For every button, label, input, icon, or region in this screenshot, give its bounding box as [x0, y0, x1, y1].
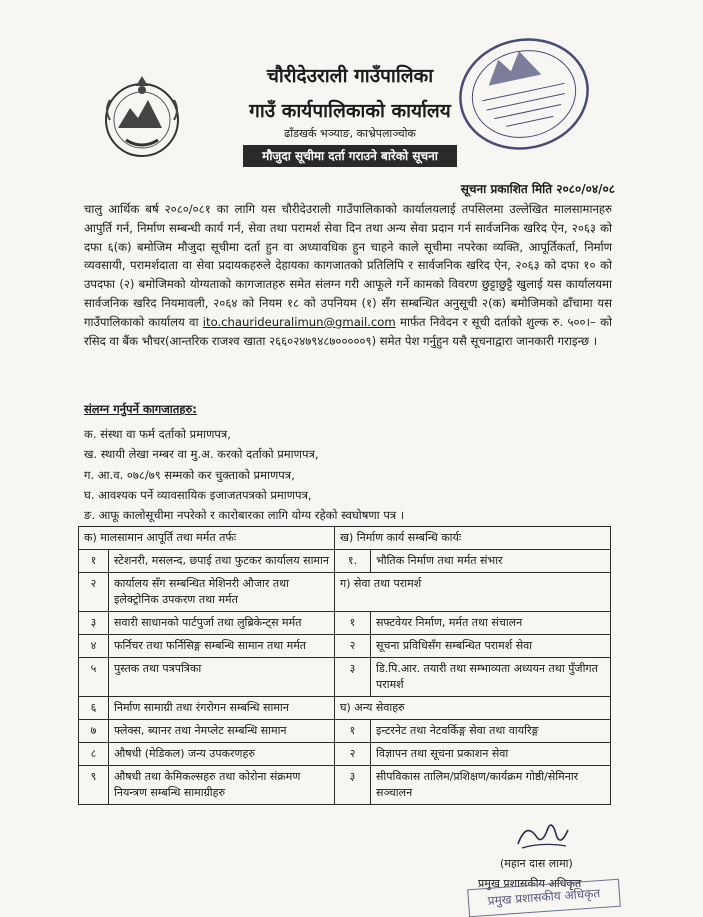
handwritten-signature	[512, 818, 574, 854]
row-number: १	[335, 612, 371, 635]
row-number: ४	[79, 635, 109, 658]
table-row	[79, 766, 611, 805]
row-item: फ्लेक्स, ब्यानर तथा नेमप्लेट सम्बन्धि सामान	[109, 720, 335, 743]
row-item: निर्माण सामाग्री तथा रंगरोगन सम्बन्धि सामान	[109, 697, 335, 720]
row-item: कार्यालय सँग सम्बन्धित मेशिनरी औजार तथा इलेक्ट्रोनिक उपकरण तथा मर्मत	[109, 573, 335, 612]
row-number: १	[79, 550, 109, 573]
table-row	[79, 720, 611, 743]
row-number: १.	[335, 550, 371, 573]
row-number: २	[335, 635, 371, 658]
nepal-emblem-icon	[96, 70, 188, 162]
row-number: २	[335, 743, 371, 766]
row-item: इन्टरनेट तथा नेटवर्किङ्ग सेवा तथा वायरिङ्ग	[371, 720, 611, 743]
signatory-title: प्रमुख प्रशासकीय अधिकृत	[478, 877, 582, 890]
attachments-list	[84, 424, 624, 525]
email-link[interactable]: ito.chaurideuralimun@gmail.com	[202, 314, 396, 329]
attachment-item: ख. स्थायी लेखा नम्बर वा मु.अ. करको दर्ताको प्रमाणपत्र,	[84, 447, 319, 462]
row-item: स्टेशनरी, मसलन्द, छपाई तथा फुटकर कार्यालय सामान	[109, 550, 335, 573]
designation-stamp: प्रमुख प्रशासकीय अधिकृत	[467, 879, 621, 917]
notice-text-part1: चालु आर्थिक बर्ष २०८०/०८१ का लागि यस चौरीदेउराली गाउँपालिकाको कार्यालयलाई तपसिलमा उल्लेखित मालसामानहरु आपुर्ति गर्न, निर्माण सम्बन्धी कार्य गर्न, सेवा तथा परामर्श सेवा दिन तथा अन्य सेवा प्रदान गर्न सार्वजनिक खरिद ऐन, २०६३ को दफा ६(क) बमोजिम मौजुदा सूचीमा दर्ता हुन वा अध्यावधिक हुन चाहने काले सूचीमा नपरेका व्यक्ति, आपूर्तिकर्ता, निर्माण व्यवसायी, परामर्शदाता वा सेवा प्रदायकहरुले देहायका कागजातको प्रतिलिपि र सार्वजनिक खरिद ऐन, २०६३ को दफा १० को उपदफा (२) बमोजिमको योग्यताको कागजातहरु समेत संलग्न गरी आफूले गर्ने कामको विवरण छुट्टाछुट्टै खुलाई यस कार्यालयमा सार्वजनिक खरिद नियमावली, २०६४ को नियम १८ को उपनियम (१) सँग सम्बन्धित अनुसूची २(क) बमोजिमको ढाँचामा यस गाउँपालिकाको कार्यालय वा	[84, 202, 612, 329]
attachment-item: क. संस्था वा फर्म दर्ताको प्रमाणपत्र,	[84, 427, 231, 441]
notice-text-part2: मार्फत निवेदन र सूची दर्ताको शुल्क रु. ५००।– को रसिद वा बैंक भौचर(आन्तरिक राजश्व खाता २६६०२४७९४८७०००००९) समेत पेश गर्नुहुन यसै सूचनाद्वारा जानकारी गराइन्छ ।	[84, 314, 612, 348]
table-row	[79, 573, 611, 612]
attachments-title: संलग्न गर्नुपर्ने कागजातहरु:	[84, 402, 197, 416]
office-name: गाउँ कार्यपालिकाको कार्यालय	[249, 100, 451, 122]
publish-date: सूचना प्रकाशित मिति २०८०/०४/०८	[460, 182, 615, 196]
row-number: ३	[335, 766, 371, 805]
table-row	[79, 612, 611, 635]
office-address: ढाँडखर्क भञ्याङ, काभ्रेपलाञ्चोक	[284, 127, 416, 140]
section-heading: घ) अन्य सेवाहरु	[335, 697, 611, 720]
row-item: डि.पि.आर. तयारी तथा सम्भाव्यता अध्ययन तथा पुँजीगत परामर्श	[371, 658, 611, 697]
section-heading: ग) सेवा तथा परामर्श	[335, 573, 611, 612]
signatory-name: (महान दास लामा)	[500, 857, 573, 870]
row-item: भौतिक निर्माण तथा मर्मत संभार	[371, 550, 611, 573]
notice-body	[84, 200, 612, 350]
municipality-name: चौरीदेउराली गाउँपालिका	[266, 65, 434, 87]
table-header-left: क) मालसामान आपूर्ति तथा मर्मत तर्फः	[79, 527, 335, 550]
row-number: ३	[79, 612, 109, 635]
row-item: सूचना प्रविधिसँग सम्बन्धित परामर्श सेवा	[371, 635, 611, 658]
table-row	[79, 635, 611, 658]
row-item: सफ्टवेयर निर्माण, मर्मत तथा संचालन	[371, 612, 611, 635]
row-item: विज्ञापन तथा सूचना प्रकाशन सेवा	[371, 743, 611, 766]
table-row	[79, 697, 611, 720]
table-row	[79, 743, 611, 766]
attachment-item: ङ. आफू कालोसूचीमा नपरेको र कारोबारका लागि योग्य रहेको स्वघोषणा पत्र ।	[84, 508, 405, 523]
table-row	[79, 658, 611, 697]
category-table	[78, 526, 611, 805]
row-item: सवारी साधानको पार्टपुर्जा तथा लुब्रिकेन्ट्स मर्मत	[109, 612, 335, 635]
row-number: ७	[79, 720, 109, 743]
row-item: औषधी तथा केमिकल्सहरु तथा कोरोना संक्रमण नियन्त्रण सम्बन्धि सामाग्रीहरु	[109, 766, 335, 805]
row-number: २	[79, 573, 109, 612]
table-header-row	[79, 527, 611, 550]
attachment-item: घ. आवश्यक पर्ने व्यावसायिक इजाजतपत्रको प्रमाणपत्र,	[84, 487, 312, 502]
row-number: ५	[79, 658, 109, 697]
row-number: ८	[79, 743, 109, 766]
table-row	[79, 550, 611, 573]
row-number: ३	[335, 658, 371, 697]
attachment-item: ग. आ.व. ०७८/७९ सम्मको कर चुक्ताको प्रमाणपत्र,	[84, 467, 295, 482]
row-item: सीपविकास तालिम/प्रशिक्षण/कार्यक्रम गोष्ठी/सेमिनार सञ्चालन	[371, 766, 611, 805]
notice-title: मौजुदा सूचीमा दर्ता गराउने बारेको सूचना	[243, 145, 457, 167]
table-header-right: ख) निर्माण कार्य सम्बन्धि कार्यः	[335, 527, 611, 550]
row-item: फर्निचर तथा फर्निसिङ्ग सम्बन्धि सामान तथा मर्मत	[109, 635, 335, 658]
row-number: ६	[79, 697, 109, 720]
row-item: औषधी (मेडिकल) जन्य उपकरणहरु	[109, 743, 335, 766]
row-number: ९	[79, 766, 109, 805]
row-item: पुस्तक तथा पत्रपत्रिका	[109, 658, 335, 697]
row-number: १	[335, 720, 371, 743]
